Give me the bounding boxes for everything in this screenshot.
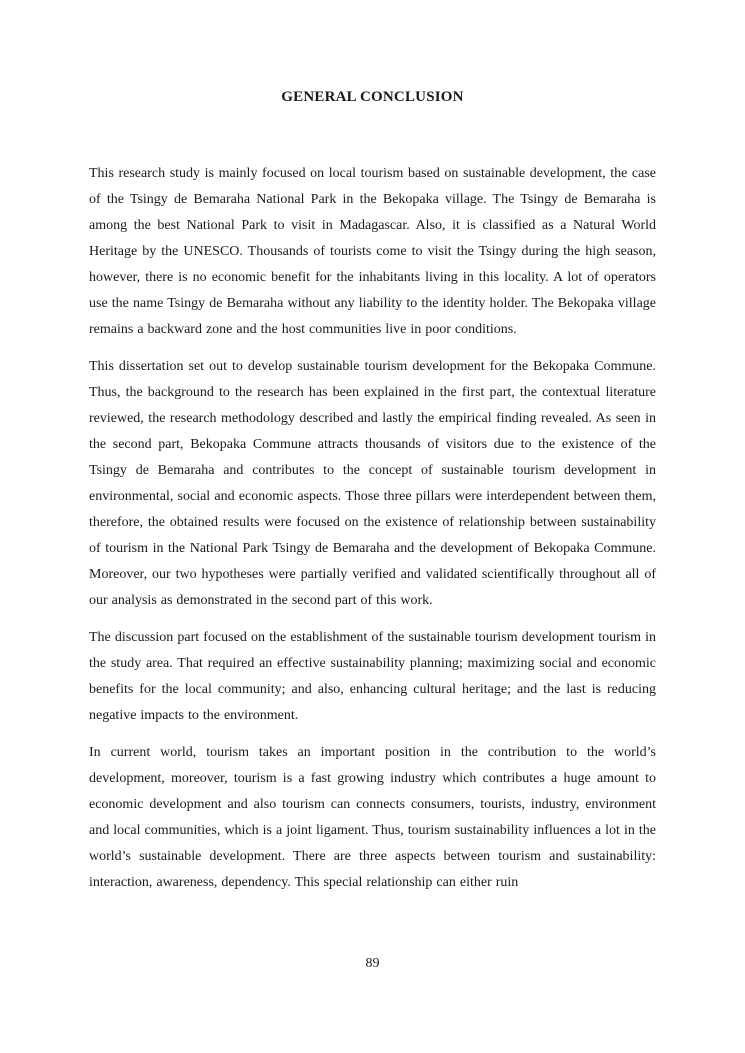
paragraph-1: This research study is mainly focused on local tourism based on sustainable development, the case of the Tsingy de Bemaraha National Park in the Bekopaka village. The Tsingy de Bemaraha is among the best National Park to visit in Madagascar. Also, it is classified as a Natural World Heritage by the UNESCO. Thousands of tourists come to visit the Tsingy during the high season, however, there is no economic benefit for the inhabitants living in this locality. A lot of operators use the name Tsingy de Bemaraha without any liability to the identity holder. The Bekopaka village remains a backward zone and the host communities live in poor conditions. xyxy=(89,166,656,337)
paragraph-4: In current world, tourism takes an important position in the contribution to the world’s development, moreover, tourism is a fast growing industry which contributes a huge amount to economic development and also tourism can connects consumers, tourists, industry, environment and local communities, which is a joint ligament. Thus, tourism sustainability influences a lot in the world’s sustainable development. There are three aspects between tourism and sustainability: interaction, awareness, dependency. This special relationship can either ruin xyxy=(89,745,656,890)
paragraph-3: The discussion part focused on the establishment of the sustainable tourism development tourism in the study area. That required an effective sustainability planning; maximizing social and economic benefits for the local community; and also, enhancing cultural heritage; and the last is reducing negative impacts to the environment. xyxy=(89,630,656,723)
page-title: GENERAL CONCLUSION xyxy=(281,89,464,105)
document-body xyxy=(89,161,656,896)
page-number: 89 xyxy=(365,956,380,971)
paragraph-2: This dissertation set out to develop sustainable tourism development for the Bekopaka Commune. Thus, the background to the research has been explained in the first part, the contextual literature reviewed, the research methodology described and lastly the empirical finding revealed. As seen in the second part, Bekopaka Commune attracts thousands of visitors due to the existence of the Tsingy de Bemaraha and contributes to the concept of sustainable tourism development in environmental, social and economic aspects. Those three pillars were interdependent between them, therefore, the obtained results were focused on the existence of relationship between sustainability of tourism in the National Park Tsingy de Bemaraha and the development of Bekopaka Commune. Moreover, our two hypotheses were partially verified and validated scientifically throughout all of our analysis as demonstrated in the second part of this work. xyxy=(89,359,656,608)
